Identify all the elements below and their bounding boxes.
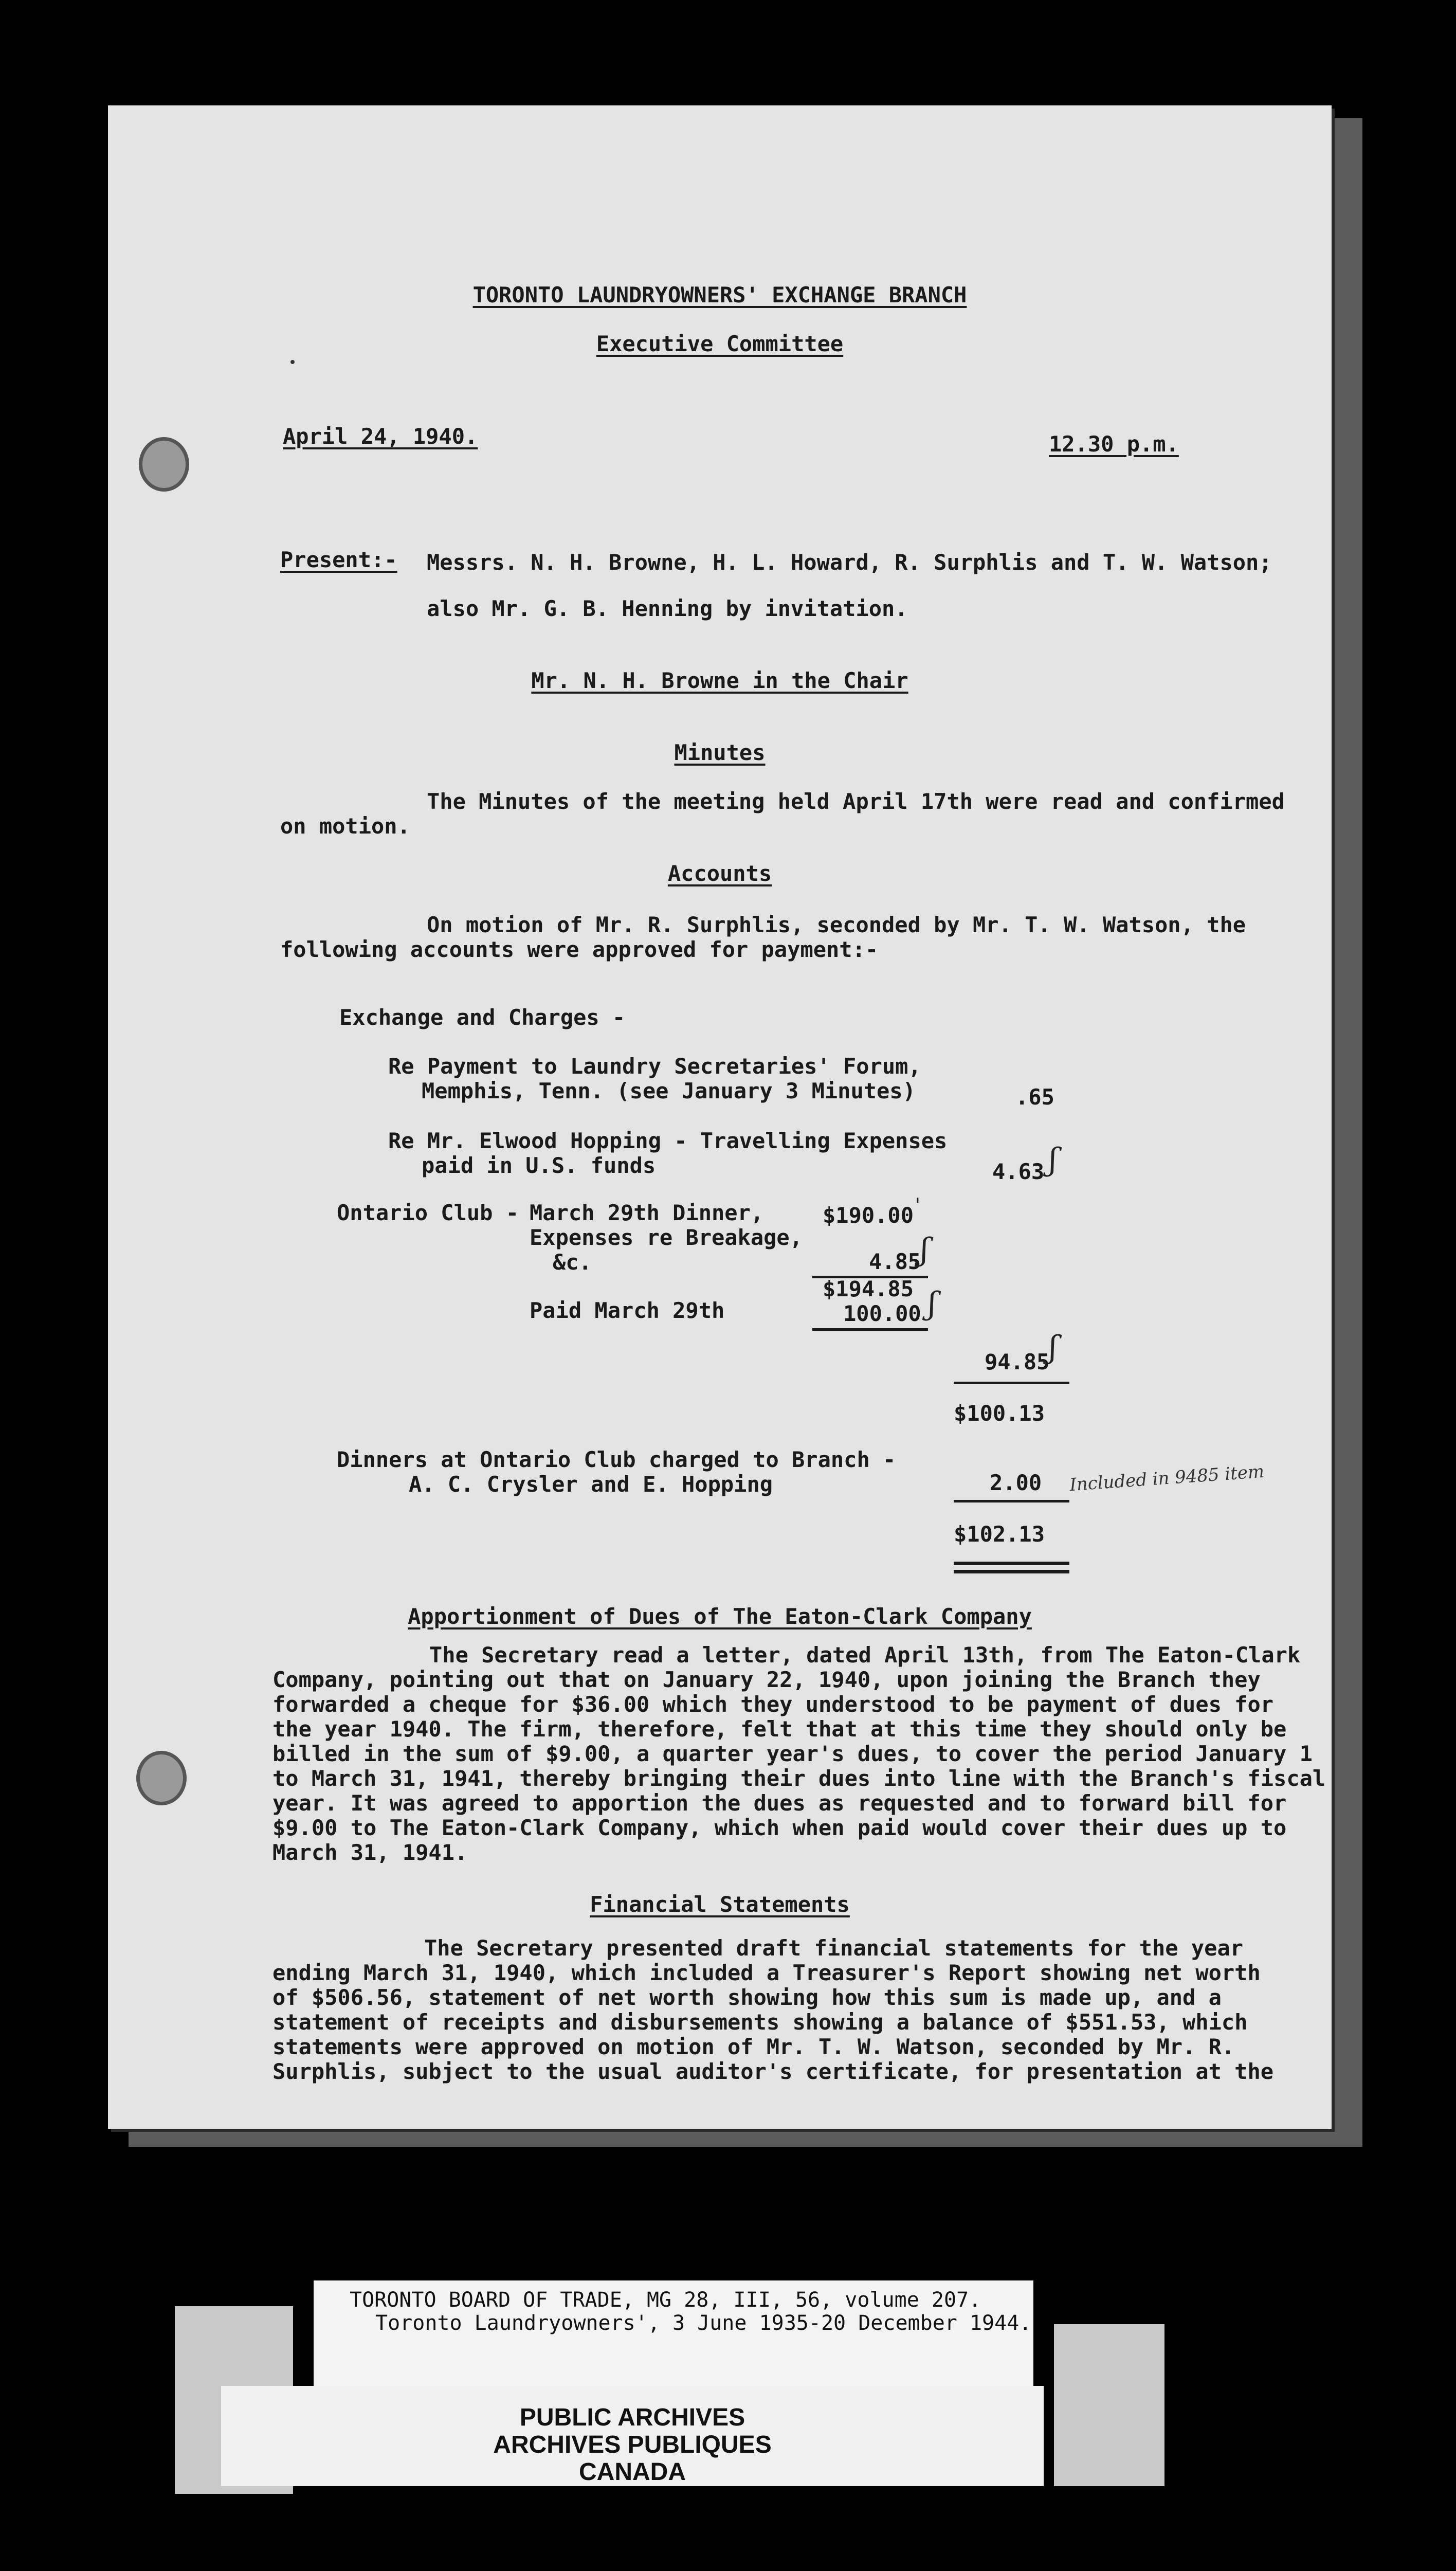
reference-line: TORONTO BOARD OF TRADE, MG 28, III, 56, volume 207. bbox=[350, 2288, 981, 2312]
account-item: Re Mr. Elwood Hopping - Travelling Expenses bbox=[388, 1128, 948, 1153]
ink-speck bbox=[290, 360, 295, 364]
total-amount: $102.13 bbox=[954, 1522, 1045, 1547]
paragraph-line: Company, pointing out that on January 22, 1940, upon joining the Branch they bbox=[272, 1667, 1261, 1692]
financial-heading: Financial Statements bbox=[590, 1892, 850, 1917]
stamp-line: ARCHIVES PUBLIQUES bbox=[493, 2431, 772, 2458]
meeting-date: April 24, 1940. bbox=[283, 424, 478, 449]
stamp-line: PUBLIC ARCHIVES bbox=[519, 2404, 745, 2431]
paragraph-line: The Secretary read a letter, dated April 13th, from The Eaton-Clark bbox=[429, 1642, 1301, 1668]
paragraph-line: Surphlis, subject to the usual auditor's certificate, for presentation at the bbox=[272, 2059, 1274, 2084]
double-rule bbox=[954, 1562, 1069, 1565]
archive-reference-label bbox=[314, 2280, 1033, 2386]
dinners-amount: 2.00 bbox=[990, 1470, 1042, 1495]
stamp-line: CANADA bbox=[579, 2458, 686, 2486]
chair-heading: Mr. N. H. Browne in the Chair bbox=[531, 668, 908, 693]
ontario-line: March 29th Dinner, bbox=[530, 1200, 764, 1225]
paragraph-line: statement of receipts and disbursements showing a balance of $551.53, which bbox=[272, 2009, 1248, 2035]
paragraph-line: On motion of Mr. R. Surphlis, seconded by Mr. T. W. Watson, the bbox=[427, 912, 1246, 937]
present-line: also Mr. G. B. Henning by invitation. bbox=[427, 596, 908, 621]
paid-label: Paid March 29th bbox=[530, 1298, 725, 1323]
minutes-heading: Minutes bbox=[674, 740, 766, 765]
check-mark: ʃ bbox=[1049, 1329, 1058, 1365]
org-title: TORONTO LAUNDRYOWNERS' EXCHANGE BRANCH bbox=[472, 282, 967, 307]
document-page bbox=[108, 105, 1332, 2129]
sum-rule bbox=[954, 1500, 1069, 1502]
paragraph-line: March 31, 1941. bbox=[272, 1840, 468, 1865]
subtotal-amount: $100.13 bbox=[954, 1401, 1045, 1426]
ontario-label: Ontario Club - bbox=[337, 1200, 519, 1225]
sum-rule bbox=[812, 1328, 928, 1331]
account-item: Memphis, Tenn. (see January 3 Minutes) bbox=[422, 1078, 916, 1103]
check-mark: ʃ bbox=[928, 1286, 937, 1321]
apportionment-heading: Apportionment of Dues of The Eaton-Clark Company bbox=[408, 1604, 1032, 1629]
exchange-heading: Exchange and Charges - bbox=[339, 1005, 626, 1030]
ontario-line: &c. bbox=[553, 1250, 592, 1275]
ontario-amount: $190.00 bbox=[823, 1203, 914, 1228]
paragraph-line: The Minutes of the meeting held April 17th were read and confirmed bbox=[427, 789, 1285, 814]
tick-mark: ' bbox=[915, 1195, 920, 1216]
paid-amount: 100.00 bbox=[843, 1301, 921, 1326]
paragraph-line: The Secretary presented draft financial statements for the year bbox=[424, 1935, 1244, 1961]
check-mark: ʃ bbox=[1049, 1142, 1058, 1178]
paragraph-line: statements were approved on motion of Mr. T. W. Watson, seconded by Mr. R. bbox=[272, 2034, 1235, 2059]
account-amount: 4.63 bbox=[992, 1159, 1045, 1184]
committee-title: Executive Committee bbox=[596, 331, 844, 356]
label-tab-right bbox=[1054, 2324, 1164, 2486]
dinners-line: A. C. Crysler and E. Hopping bbox=[409, 1472, 773, 1497]
archive-stamp bbox=[221, 2386, 1044, 2486]
paragraph-line: to March 31, 1941, thereby bringing their dues into line with the Branch's fiscal bbox=[272, 1766, 1326, 1791]
accounts-heading: Accounts bbox=[667, 861, 772, 886]
account-item: paid in U.S. funds bbox=[422, 1153, 656, 1178]
account-item: Re Payment to Laundry Secretaries' Forum, bbox=[388, 1054, 921, 1079]
paragraph-line: following accounts were approved for payment:- bbox=[280, 937, 879, 962]
ontario-line: Expenses re Breakage, bbox=[530, 1225, 803, 1250]
punch-hole-top bbox=[139, 437, 189, 492]
ontario-net: 94.85 bbox=[985, 1349, 1050, 1374]
punch-hole-bottom bbox=[136, 1751, 187, 1805]
paragraph-line: the year 1940. The firm, therefore, felt that at this time they should only be bbox=[272, 1716, 1287, 1742]
ontario-amount: 4.85 bbox=[869, 1249, 921, 1274]
reference-line: Toronto Laundryowners', 3 June 1935-20 December 1944. bbox=[375, 2311, 1032, 2335]
sum-rule bbox=[954, 1382, 1069, 1384]
dinners-line: Dinners at Ontario Club charged to Branch - bbox=[337, 1447, 896, 1472]
paragraph-line: billed in the sum of $9.00, a quarter year's dues, to cover the period January 1 bbox=[272, 1741, 1313, 1766]
ontario-subtotal: $194.85 bbox=[823, 1276, 914, 1301]
paragraph-line: of $506.56, statement of net worth showing how this sum is made up, and a bbox=[272, 1985, 1222, 2010]
present-line: Messrs. N. H. Browne, H. L. Howard, R. Surphlis and T. W. Watson; bbox=[427, 550, 1272, 575]
paragraph-line: year. It was agreed to apportion the dues as requested and to forward bill for bbox=[272, 1790, 1287, 1816]
present-label: Present:- bbox=[280, 547, 397, 572]
paragraph-line: ending March 31, 1940, which included a Treasurer's Report showing net worth bbox=[272, 1960, 1261, 1985]
double-rule bbox=[954, 1570, 1069, 1573]
account-amount: .65 bbox=[1015, 1084, 1054, 1110]
meeting-time: 12.30 p.m. bbox=[1049, 431, 1179, 457]
paragraph-line: on motion. bbox=[280, 813, 410, 839]
paragraph-line: $9.00 to The Eaton-Clark Company, which when paid would cover their dues up to bbox=[272, 1815, 1287, 1840]
check-mark: ʃ bbox=[920, 1232, 929, 1268]
paragraph-line: forwarded a cheque for $36.00 which they understood to be payment of dues for bbox=[272, 1692, 1274, 1717]
handwritten-note: Included in 9485 item bbox=[1069, 1461, 1265, 1496]
